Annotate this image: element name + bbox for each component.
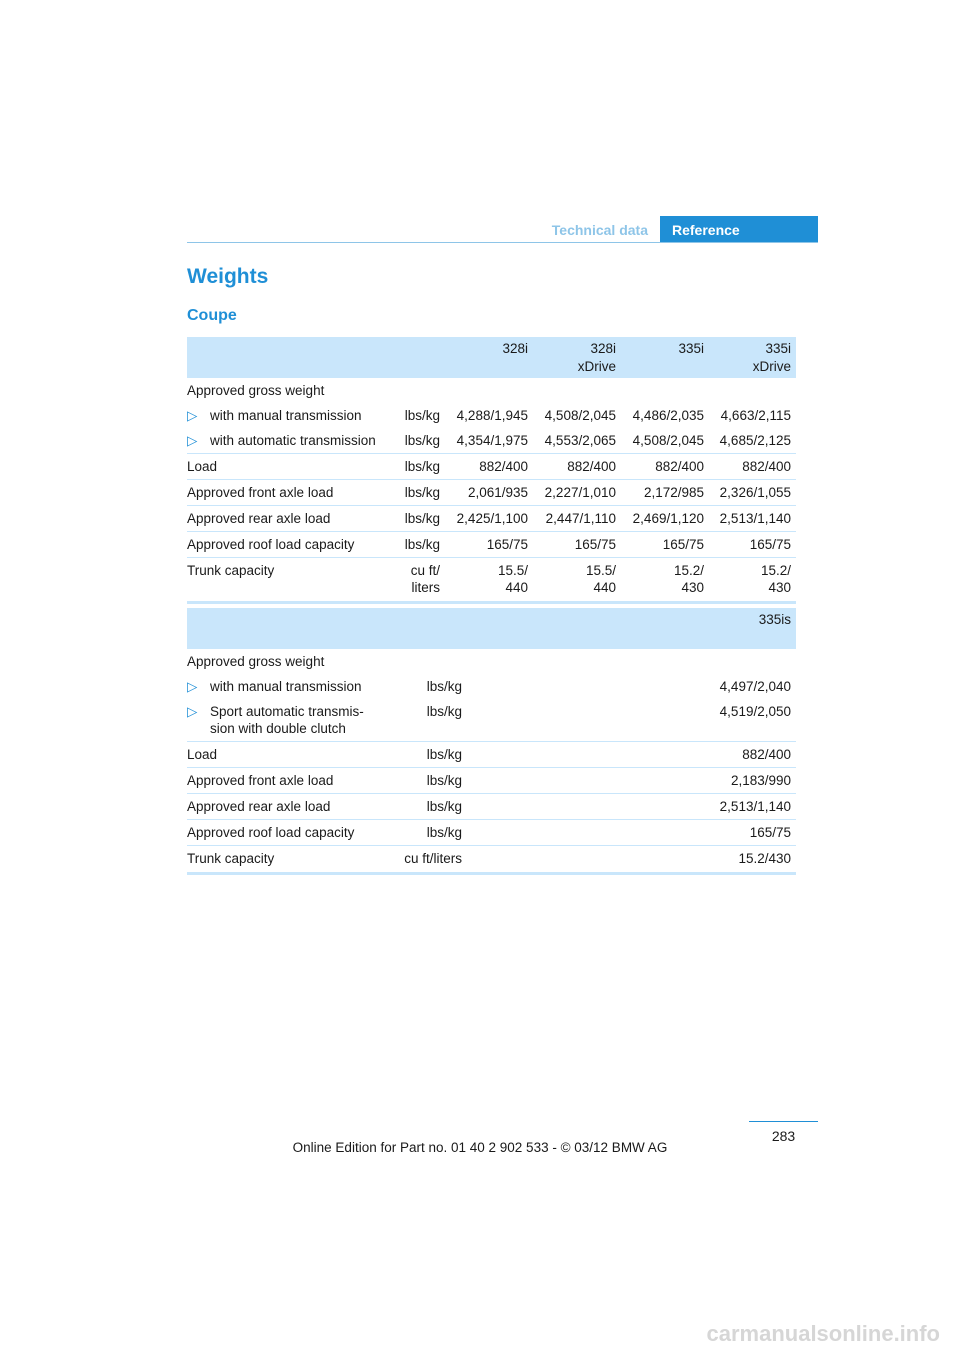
- value-cell: 882/400: [445, 454, 533, 480]
- table-row: [187, 699, 796, 742]
- column-header: 335is: [467, 608, 796, 649]
- row-label: Approved front axle load: [187, 768, 397, 794]
- value-cell: 4,685/2,125: [719, 433, 791, 448]
- section-subtitle: Coupe: [187, 307, 237, 324]
- value-cell: 15.2/430: [467, 846, 796, 874]
- unit-cell: lbs/kg: [397, 480, 445, 506]
- value-cell: 4,663/2,115: [720, 408, 791, 423]
- table-row: [187, 378, 796, 403]
- edition-footer: Online Edition for Part no. 01 40 2 902 533 - © 03/12 BMW AG: [292, 1140, 668, 1155]
- unit-cell: lbs/kg: [426, 679, 462, 694]
- value-cell: 4,508/2,045: [544, 408, 616, 423]
- column-header: 335i xDrive: [709, 337, 796, 378]
- unit-cell: lbs/kg: [397, 820, 467, 846]
- value-cell: 15.2/ 430: [621, 558, 709, 603]
- value-cell: 2,447/1,110: [533, 506, 621, 532]
- weights-table-coupe: [187, 337, 796, 604]
- row-label: Approved front axle load: [187, 480, 397, 506]
- unit-cell: lbs/kg: [397, 794, 467, 820]
- footer-rule: [749, 1121, 818, 1122]
- value-cell: 2,172/985: [621, 480, 709, 506]
- row-label: Load: [187, 454, 397, 480]
- unit-cell: lbs/kg: [404, 408, 440, 423]
- table-row: [187, 403, 796, 428]
- watermark: carmanualsonline.info: [706, 1321, 940, 1346]
- table-row: [187, 506, 796, 532]
- bullet-icon: ▷: [187, 408, 198, 423]
- weights-table-335is: [187, 608, 796, 875]
- table-row: [187, 674, 796, 699]
- value-cell: 4,354/1,975: [456, 433, 528, 448]
- table-row: [187, 428, 796, 454]
- unit-cell: lbs/kg: [404, 433, 440, 448]
- table-header-row: [187, 608, 796, 649]
- row-label: Approved roof load capacity: [187, 820, 397, 846]
- row-label: Sport automatic transmis- sion with double clutch: [210, 704, 364, 736]
- value-cell: 15.2/ 430: [709, 558, 796, 603]
- table-row: [187, 558, 796, 603]
- row-label: with automatic transmission: [210, 433, 376, 448]
- table-header-row: [187, 337, 796, 378]
- value-cell: 882/400: [467, 742, 796, 768]
- header-rule: [187, 242, 818, 243]
- table-row: [187, 480, 796, 506]
- value-cell: 4,497/2,040: [719, 679, 791, 694]
- value-cell: 165/75: [533, 532, 621, 558]
- value-cell: 15.5/ 440: [533, 558, 621, 603]
- value-cell: 2,326/1,055: [709, 480, 796, 506]
- value-cell: 15.5/ 440: [445, 558, 533, 603]
- value-cell: 2,227/1,010: [533, 480, 621, 506]
- unit-cell: lbs/kg: [397, 454, 445, 480]
- value-cell: 4,519/2,050: [719, 704, 791, 719]
- value-cell: 165/75: [621, 532, 709, 558]
- value-cell: 2,061/935: [445, 480, 533, 506]
- unit-cell: cu ft/liters: [397, 846, 467, 874]
- bullet-icon: ▷: [187, 433, 198, 448]
- table-row: [187, 649, 796, 674]
- value-cell: 4,508/2,045: [632, 433, 704, 448]
- table-row: [187, 794, 796, 820]
- value-cell: 165/75: [709, 532, 796, 558]
- value-cell: 2,513/1,140: [467, 794, 796, 820]
- unit-cell: cu ft/ liters: [397, 558, 445, 603]
- unit-cell: lbs/kg: [426, 704, 462, 719]
- table-row: [187, 846, 796, 874]
- value-cell: 2,183/990: [467, 768, 796, 794]
- row-label: Trunk capacity: [187, 846, 397, 874]
- row-label: Approved rear axle load: [187, 506, 397, 532]
- column-header: 328i: [445, 337, 533, 378]
- column-header: 328i xDrive: [533, 337, 621, 378]
- value-cell: 2,513/1,140: [709, 506, 796, 532]
- page-title: Weights: [187, 265, 269, 288]
- table-row: [187, 532, 796, 558]
- unit-cell: lbs/kg: [397, 532, 445, 558]
- row-label: Approved gross weight: [187, 383, 325, 398]
- row-label: Approved roof load capacity: [187, 532, 397, 558]
- table-row: [187, 768, 796, 794]
- table-row: [187, 820, 796, 846]
- chapter-tab: Reference: [660, 216, 818, 243]
- row-label: Trunk capacity: [187, 558, 397, 603]
- unit-cell: lbs/kg: [397, 768, 467, 794]
- bullet-icon: ▷: [187, 704, 198, 719]
- value-cell: 4,288/1,945: [456, 408, 528, 423]
- bullet-icon: ▷: [187, 679, 198, 694]
- value-cell: 882/400: [709, 454, 796, 480]
- section-label: Technical data: [551, 222, 648, 238]
- value-cell: 165/75: [467, 820, 796, 846]
- value-cell: 165/75: [445, 532, 533, 558]
- column-header: 335i: [621, 337, 709, 378]
- page-header: [187, 216, 818, 243]
- value-cell: 882/400: [533, 454, 621, 480]
- value-cell: 4,486/2,035: [632, 408, 704, 423]
- unit-cell: lbs/kg: [397, 506, 445, 532]
- row-label: Approved gross weight: [187, 654, 325, 669]
- row-label: with manual transmission: [210, 679, 362, 694]
- page-number: 283: [771, 1128, 796, 1144]
- value-cell: 882/400: [621, 454, 709, 480]
- table-row: [187, 454, 796, 480]
- row-label: with manual transmission: [210, 408, 362, 423]
- unit-cell: lbs/kg: [397, 742, 467, 768]
- row-label: Approved rear axle load: [187, 794, 397, 820]
- row-label: Load: [187, 742, 397, 768]
- value-cell: 2,469/1,120: [621, 506, 709, 532]
- value-cell: 2,425/1,100: [445, 506, 533, 532]
- value-cell: 4,553/2,065: [544, 433, 616, 448]
- table-row: [187, 742, 796, 768]
